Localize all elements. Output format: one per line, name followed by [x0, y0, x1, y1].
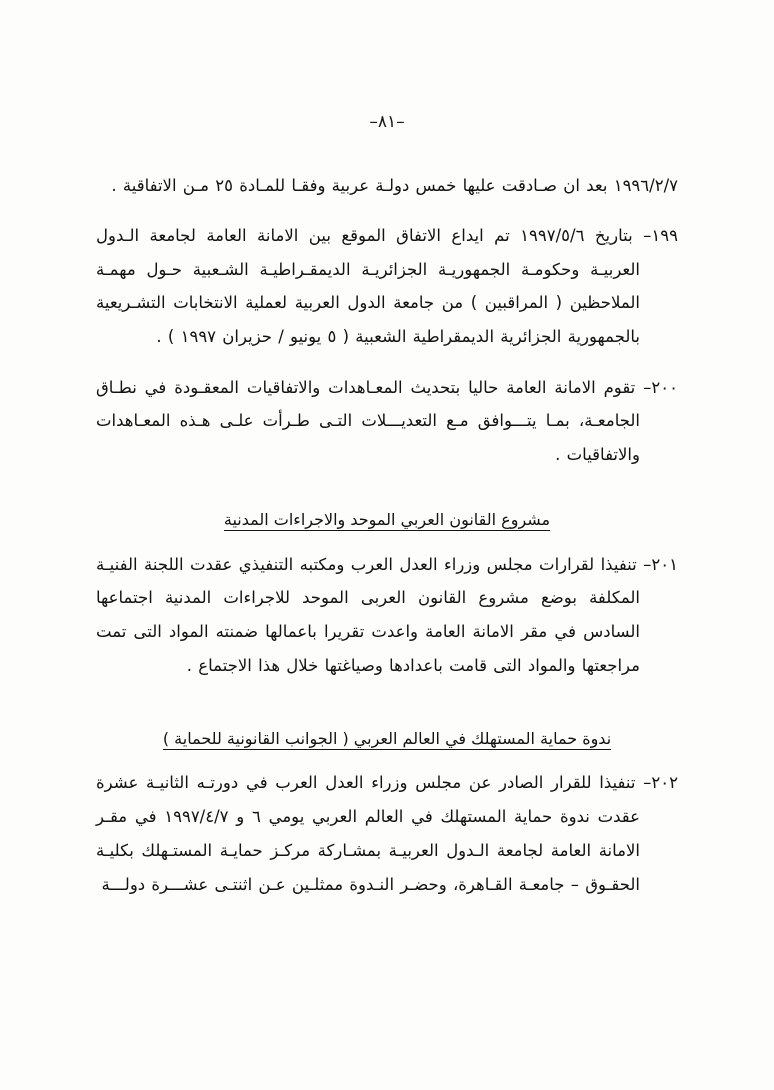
- paragraph-text: ١٩٩٦/٢/٧ بعد ان صـادقت عليها خمس دولـة عربية وفقـا للمـادة ٢٥ مـن الاتفاقية .: [111, 175, 678, 195]
- section-heading-consumer-protection: [96, 729, 678, 750]
- paragraph-continuation: [96, 169, 678, 203]
- page-content: [96, 152, 678, 904]
- paragraph-201: [96, 548, 678, 683]
- paragraph-number: ٢٠٠–: [643, 377, 678, 397]
- paragraph-text: تنفيذا لقرارات مجلس وزراء العدل العرب ومكتبه التنفيذي عقدت اللجنة الفنيـة المكلفة بوضع مشروع القانون العربى الموحد للاجراءات المدنية اجتماعها السادس في مقر الامانة العامة واعدت تقريرا باعمالها ضمنته المواد التى تمت مراجعتها والمواد التى قامت باعدادها وصياغتها خلال هذا الاجتماع .: [96, 554, 640, 675]
- paragraph-text: بتاريخ ١٩٩٧/٥/٦ تم ايداع الاتفاق الموقع بين الامانة العامة لجامعة الـدول العربيـة وحكومـة الجمهوريـة الجزائريـة الديمقـراطيـة الشـعبية حـول مهمـة الملاحظين ( المراقبين ) من جامعة الدول العربية لعملية الانتخابات التشـريعية بالجمهورية الجزائرية الديمقراطية الشعبية ( ٥ يونيو / حزيران ١٩٩٧ ) .: [96, 225, 640, 347]
- paragraph-text: تنفيذا للقرار الصادر عن مجلس وزراء العدل العرب في دورتـه الثانيـة عشرة عقدت ندوة حماية المستهلك في العالم العربي يومي ٦ و ١٩٩٧/٤/٧ في مقـر الامانة العامة لجامعة الـدول العربيـة بمشـاركة مركـز حمايـة المستـهلك بكليـة الحقـوق – جامعـة القـاهرة، وحضـر النـدوة ممثلـين عـن اثنتـى عشـــرة دولـــة: [96, 773, 640, 894]
- paragraph-199: [96, 219, 678, 354]
- section-spacer: [96, 685, 678, 703]
- page-number: –٨١–: [369, 112, 405, 132]
- paragraph-number: ١٩٩–: [643, 225, 678, 245]
- section-spacer: [96, 474, 678, 484]
- section-heading-text: ندوة حماية المستهلك في العالم العربي ( الجوانب القانونية للحماية ): [162, 728, 612, 748]
- section-heading-text: مشروع القانون العربي الموحد والاجراءات المدنية: [223, 510, 551, 529]
- paragraph-number: ٢٠٢–: [643, 773, 678, 793]
- section-heading-civil-law: [96, 510, 678, 531]
- paragraph-202: [96, 766, 678, 901]
- paragraph-text: تقوم الامانة العامة حاليا بتحديث المعـاهدات والاتفاقيات المعقـودة في نطـاق الجامعـة، بمـا يتـــوافق مـع التعديـــلات التـى طـرأت علـى هـذه المعـاهدات والاتفاقيات .: [96, 377, 640, 465]
- paragraph-number: ٢٠١–: [643, 554, 678, 574]
- paragraph-200: [96, 371, 678, 472]
